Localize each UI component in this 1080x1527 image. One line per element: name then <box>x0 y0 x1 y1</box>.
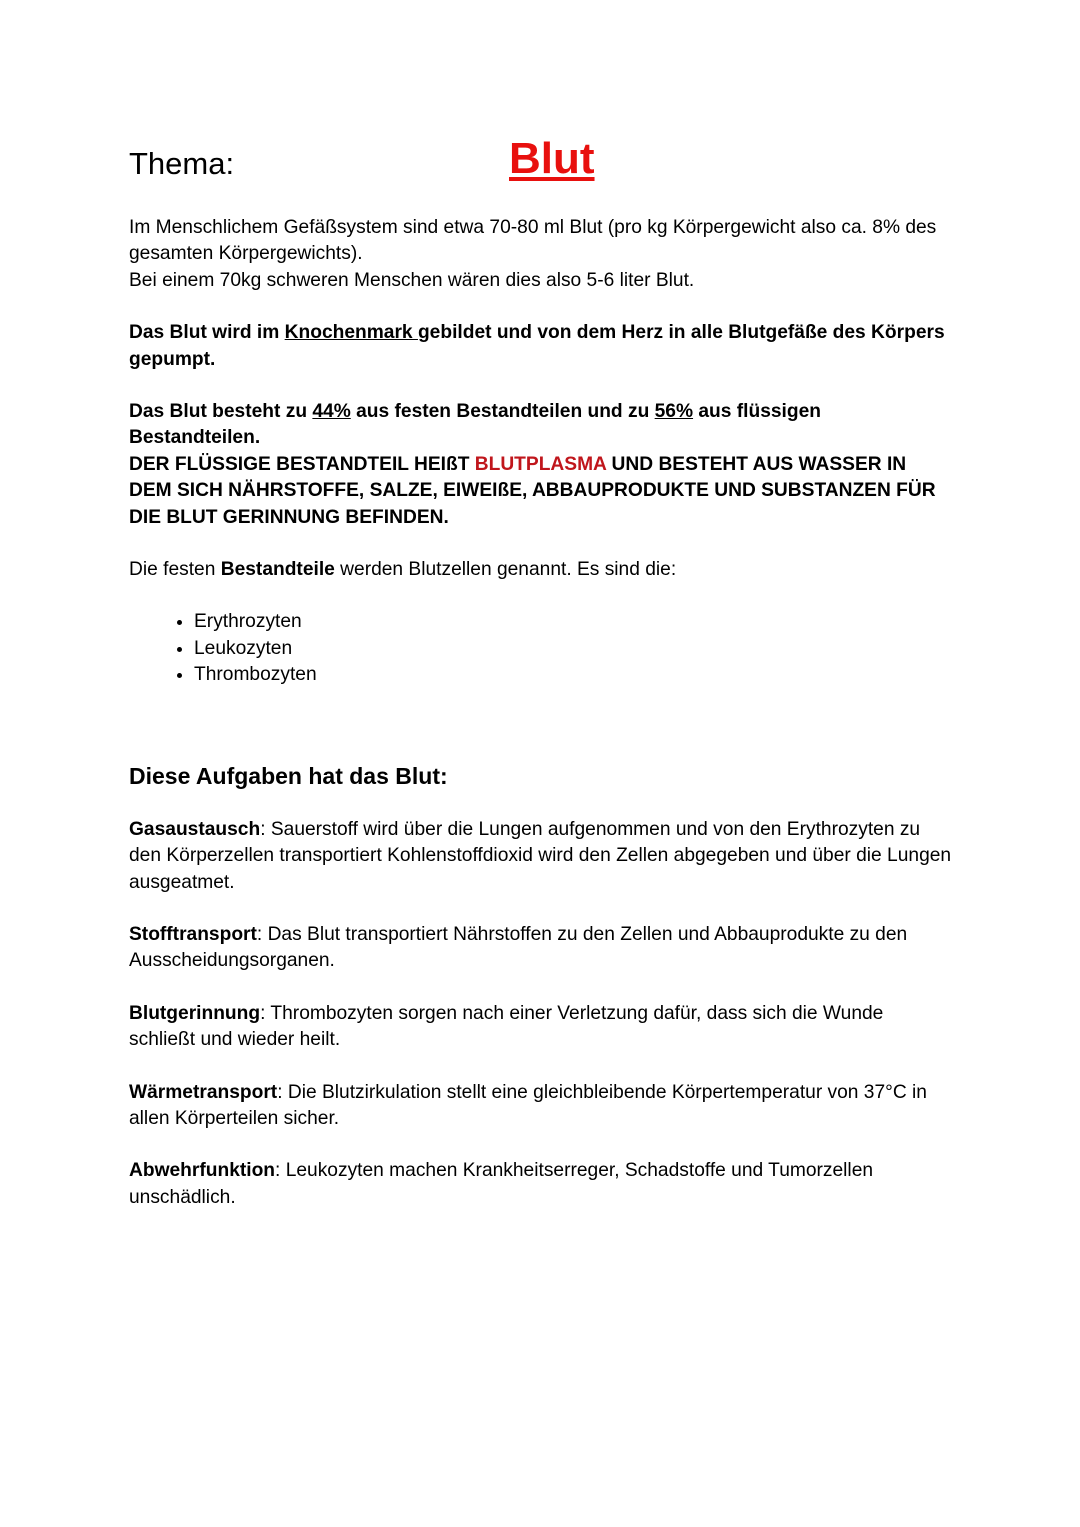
document-body <box>129 215 954 1211</box>
task-text: : Die Blutzirkulation stellt eine gleichbleibende Körpertemperatur von 37°C in allen Körperteilen sicher. <box>129 1081 927 1129</box>
task-term: Gasaustausch <box>129 818 261 840</box>
solid-percentage: 44% <box>312 401 351 423</box>
task-stofftransport <box>129 922 954 975</box>
task-term: Abwehrfunktion <box>129 1160 276 1182</box>
formation-pre: Das Blut wird im <box>129 322 285 344</box>
formation-post: gebildet und von dem Herz in alle Blutgefäße des Körpers gepumpt. <box>129 322 945 370</box>
plasma-caps-pre: DER FLÜSSIGE BESTANDTEIL HEIßT <box>129 453 475 475</box>
task-abwehrfunktion <box>129 1158 954 1211</box>
task-term: Blutgerinnung <box>129 1002 261 1024</box>
composition-part-3: aus flüssigen Bestandteilen. <box>129 401 821 449</box>
topic-label: Thema: <box>129 146 235 181</box>
task-text: : Sauerstoff wird über die Lungen aufgenommen und von den Erythrozyten zu den Körperzellen transportiert Kohlenstoffdioxid wird den Zellen abgegeben und über die Lungen ausgeatmet. <box>129 818 952 893</box>
task-text: : Thrombozyten sorgen nach einer Verletzung dafür, dass sich die Wunde schließt und wieder heilt. <box>129 1002 884 1051</box>
intro-line-1: Im Menschlichem Gefäßsystem sind etwa 70-80 ml Blut (pro kg Körpergewicht also ca. 8% des gesamten Körpergewichts). <box>129 217 937 265</box>
task-waermetransport <box>129 1080 954 1133</box>
composition-paragraph <box>129 399 954 531</box>
solids-post: werden Blutzellen genannt. Es sind die: <box>334 559 677 581</box>
title-row <box>129 134 949 194</box>
task-term: Stofftransport <box>129 923 257 945</box>
solids-intro <box>129 557 954 583</box>
composition-part-1: Das Blut besteht zu <box>129 401 313 423</box>
list-item: • Leukozyten <box>194 636 954 662</box>
liquid-percentage: 56% <box>654 401 694 423</box>
solids-pre: Die festen <box>129 559 221 581</box>
solids-bold-term: Bestandteile <box>220 559 335 581</box>
composition-part-2: aus festen Bestandteilen und zu <box>350 401 655 423</box>
list-item: • Erythrozyten <box>194 609 954 635</box>
task-term: Wärmetransport <box>129 1081 278 1103</box>
plasma-caps-post: UND BESTEHT AUS WASSER IN DEM SICH NÄHRSTOFFE, SALZE, EIWEIßE, ABBAUPRODUKTE UND SUBSTANZEN FÜR DIE BLUT GERINNUNG BEFINDEN. <box>129 453 936 528</box>
blutplasma-term: BLUTPLASMA <box>474 453 607 475</box>
task-blutgerinnung <box>129 1001 954 1054</box>
blood-cell-list <box>129 609 954 688</box>
intro-paragraph <box>129 215 954 294</box>
formation-paragraph <box>129 320 954 373</box>
intro-line-2: Bei einem 70kg schweren Menschen wären dies also 5-6 liter Blut. <box>129 269 695 291</box>
list-item: • Thrombozyten <box>194 662 954 688</box>
tasks-heading: Diese Aufgaben hat das Blut: <box>129 762 448 789</box>
knochenmark-term: Knochenmark <box>284 322 418 344</box>
page-title: Blut <box>509 134 595 183</box>
task-gasaustausch <box>129 817 954 896</box>
task-text: : Das Blut transportiert Nährstoffen zu den Zellen und Abbauprodukte zu den Ausscheidungsorganen. <box>129 923 908 972</box>
task-text: : Leukozyten machen Krankheitserreger, Schadstoffe und Tumorzellen unschädlich. <box>129 1160 874 1208</box>
